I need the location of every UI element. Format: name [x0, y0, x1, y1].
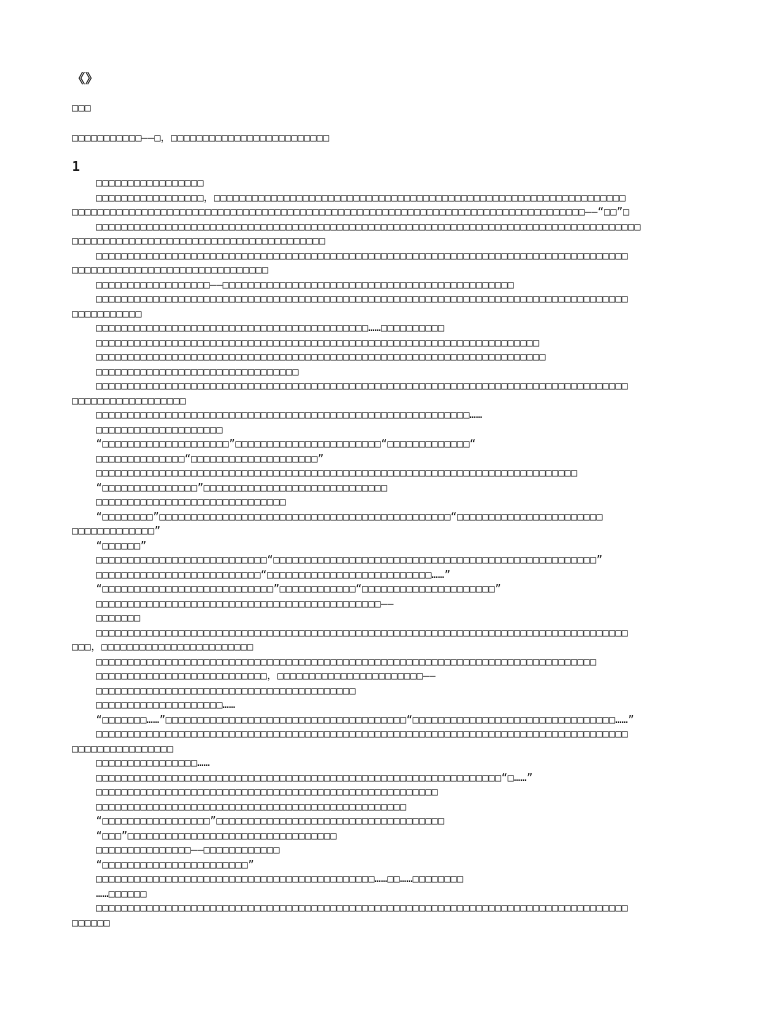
text-line: “□□□□□□□□□□□□□□□”□□□□□□□□□□□□□□□□□□□□□□□□□□□□□ [96, 482, 388, 494]
text-line: □□□□□□□□□□□□□□□□□□□□□□□□□□□□□□□□□□□□□□□□□□□□□□□□□□□□□□□□□□□□□□□□“□……” [96, 772, 534, 784]
text-line: □□□□□□□□□□□□□□□□□□□□□□□□□□□□□□□□□□□□□□□□□□□□□—— [96, 598, 394, 610]
text-line: □□□□□□□□□□□□□□□——□□□□□□□□□□□□ [96, 845, 280, 856]
text-line: □□□□□□□□□□□□□□□□□□□□□□□□□□□□□□□□□□□□□□□□□□□□□□□□□□□□□□□□□□□□□□□□□□□□□□□□□□□□□□□□□□□□ [96, 627, 629, 639]
text-line: “□□□□□□□□”□□□□□□□□□□□□□□□□□□□□□□□□□□□□□□□□□□□□□□□□□□□□□□“□□□□□□□□□□□□□□□□□□□□□□□ [96, 511, 603, 523]
text-line: “□□□□□□□□□□□□□□□□□□□□”□□□□□□□□□□□□□□□□□□□□□□□“□□□□□□□□□□□□□“ [96, 439, 477, 450]
text-line: □□□□□□□□□□□□□□□□□□□□□□□□□□□□□□□□□□□□□□□□□□□□□□□□□ [96, 801, 407, 813]
text-line: □□□□□□□□□□□□□□□□ [72, 743, 174, 755]
text-line: “□□□□□□□□□□□□□□□□□”□□□□□□□□□□□□□□□□□□□□□□□□□□□□□□□□□□□□ [96, 816, 445, 827]
text-line: □□□□□□□□□□□□□□□□□□□□□□□□□□□□□□□□□□□□□□□□ [72, 236, 326, 247]
text-line: □□□□□□□□□□□□□□□□□□□□□□□□□□□□□□ [96, 497, 287, 508]
text-line: □□□□□□□□□□□□□□□□□□□□□□□□□□□□□□□□□□□□□□□□□□□□□□□□□□□□□□□□□□□□□□□□□□□□□□ [96, 337, 540, 349]
text-line: □□□□□□□□□□□□□□□□□□□□□□□□□□□□□□□□□□□□□□□□□□□□□□□□□□□□□□□□□□□…… [96, 410, 483, 421]
document-title: 《》 [72, 72, 99, 87]
author-line: □□□ [72, 103, 92, 114]
text-line: “□□□□□□” [96, 540, 147, 552]
text-line: “□□□□□□□……”□□□□□□□□□□□□□□□□□□□□□□□□□□□□□□□□□□□□□□“□□□□□□□□□□□□□□□□□□□□□□□□□□□□□□□□……” [96, 714, 635, 726]
text-line: □□□□□□□□□□□□□□□□□□□□ [96, 424, 223, 436]
text-line: □□□□□□□□□□□□□□□□□□□□□□□□□□□，□□□□□□□□□□□□□□□□□□□□□□□—— [96, 671, 436, 682]
text-line: “□□□”□□□□□□□□□□□□□□□□□□□□□□□□□□□□□□□□□ [96, 830, 337, 842]
text-line: □□□□□□□□□□□□□□□□□□——□□□□□□□□□□□□□□□□□□□□□□□□□□□□□□□□□□□□□□□□□□□□□□ [96, 279, 515, 291]
text-line: □□□，□□□□□□□□□□□□□□□□□□□□□□□□ [72, 642, 254, 653]
text-line: □□□□□□□□□□□□□□□□□□□□□□□□□□□□□□□□ [96, 366, 299, 378]
text-line: □□□□□□□□□□□□□□□□□□ [72, 395, 187, 407]
text-line: □□□□□□□□□□□□□□□□□□□□□□□□□□□□□□□□□□□□□□□□□□□□□□□□□□□□□□ [96, 787, 439, 798]
text-line: □□□□□□□□□□□□□□“□□□□□□□□□□□□□□□□□□□□” [96, 453, 325, 465]
text-line: □□□□□□□□□□□ [72, 308, 142, 320]
text-line: □□□□□□□□□□□□□□□□□□□□□□□□□□□□□□□□□□□□□□□□□□□□□□□□□□□□□□□□□□□□□□□□□□□□□□□□□□□□□□□□□——“□□”□ [72, 207, 630, 218]
text-line: □□□□□□□ [96, 613, 141, 624]
text-line: □□□□□□□□□□□□□□□□□□□□□□□□□□□□□□□□□□□□□□□□□□□□……□□……□□□□□□□□ [96, 874, 464, 885]
text-line: ……□□□□□□ [96, 888, 147, 900]
epigraph-line: □□□□□□□□□□□——□，□□□□□□□□□□□□□□□□□□□□□□□□□ [72, 133, 330, 144]
text-line: “□□□□□□□□□□□□□□□□□□□□□□□” [96, 859, 255, 871]
text-line: □□□□□□□□□□□□□□□□□□□□□□□□□□□□□□□□□□□□□□□□□□□□□□□□□□□□□□□□□□□□□□□□□□□□□□□□□□□□□□□ [96, 656, 597, 668]
text-line: □□□□□□□□□□□□□□□□□□□□□□□□□□□□□□□□□□□□□□□□□□□□□□□□□□□□□□□□□□□□□□□□□□□□□□□□□□□□□□□□□□□□ [96, 381, 629, 392]
text-line: □□□□□□□□□□□□□□□□□□□□□□□□□□□□□□□□□□□□□□□□□□□□□□□□□□□□□□□□□□□□□□□□□□□□□□□□□□□□□□□□□□□□ [96, 729, 629, 740]
text-line: □□□□□□□□□□□□□□□□□□□□□□□□□□□□□□□□□□□□□□□□□□□□□□□□□□□□□□□□□□□□□□□□□□□□□□□□□□□□□□□□□□□□□□ [96, 221, 641, 233]
text-line: □□□□□□□□□□□□□□□□□□□□□□□□□□□□□□□□□□□□□□□□□□□□□□□□□□□□□□□□□□□□□□□□□□□□□□□□□□□□ [96, 468, 578, 479]
text-line: □□□□□□□□□□□□□□□□…… [96, 758, 211, 769]
text-line: □□□□□□□□□□□□□□□□□ [96, 178, 204, 189]
text-line: □□□□□□□□□□□□□□□□□□□□□□□□□□□□□□□□□□□□□□□□□□□……□□□□□□□□□□ [96, 323, 445, 334]
chapter-number: 1 [72, 160, 81, 175]
text-line: □□□□□□□□□□□□□□□□□□□□□□□□□□□□□□□ [72, 265, 269, 276]
text-line: □□□□□□□□□□□□□□□□□□□□□□□□□□□□□□□□□□□□□□□□□□□□□□□□□□□□□□□□□□□□□□□□□□□□□□□ [96, 352, 546, 363]
text-line: □□□□□□ [72, 917, 111, 929]
text-line: □□□□□□□□□□□□□□□□□□□□□□□□□□“□□□□□□□□□□□□□□□□□□□□□□□□□□……” [96, 569, 451, 581]
text-line: □□□□□□□□□□□□□□□□□□□□□□□□□□□□□□□□□□□□□□□□□□□□□□□□□□□□□□□□□□□□□□□□□□□□□□□□□□□□□□□□□□□□ [96, 294, 629, 305]
text-line: □□□□□□□□□□□□□□□□□□□□□□□□□□□“□□□□□□□□□□□□□□□□□□□□□□□□□□□□□□□□□□□□□□□□□□□□□□□□□□□” [96, 555, 603, 566]
text-line: □□□□□□□□□□□□□□□□□□□□□□□□□□□□□□□□□□□□□□□□□□□□□□□□□□□□□□□□□□□□□□□□□□□□□□□□□□□□□□□□□□□□ [96, 903, 629, 914]
text-line: □□□□□□□□□□□□□□□□□□□□□□□□□□□□□□□□□□□□□□□□□□□□□□□□□□□□□□□□□□□□□□□□□□□□□□□□□□□□□□□□□□□□ [96, 250, 629, 262]
text-line: □□□□□□□□□□□□□” [72, 526, 161, 537]
text-line: “□□□□□□□□□□□□□□□□□□□□□□□□□□□”□□□□□□□□□□□□“□□□□□□□□□□□□□□□□□□□□□” [96, 584, 502, 595]
text-line: □□□□□□□□□□□□□□□□□，□□□□□□□□□□□□□□□□□□□□□□□□□□□□□□□□□□□□□□□□□□□□□□□□□□□□□□□□□□□□□□□□□ [96, 192, 626, 204]
text-line: □□□□□□□□□□□□□□□□□□□□□□□□□□□□□□□□□□□□□□□□□ [96, 685, 356, 697]
text-line: □□□□□□□□□□□□□□□□□□□□…… [96, 700, 236, 711]
